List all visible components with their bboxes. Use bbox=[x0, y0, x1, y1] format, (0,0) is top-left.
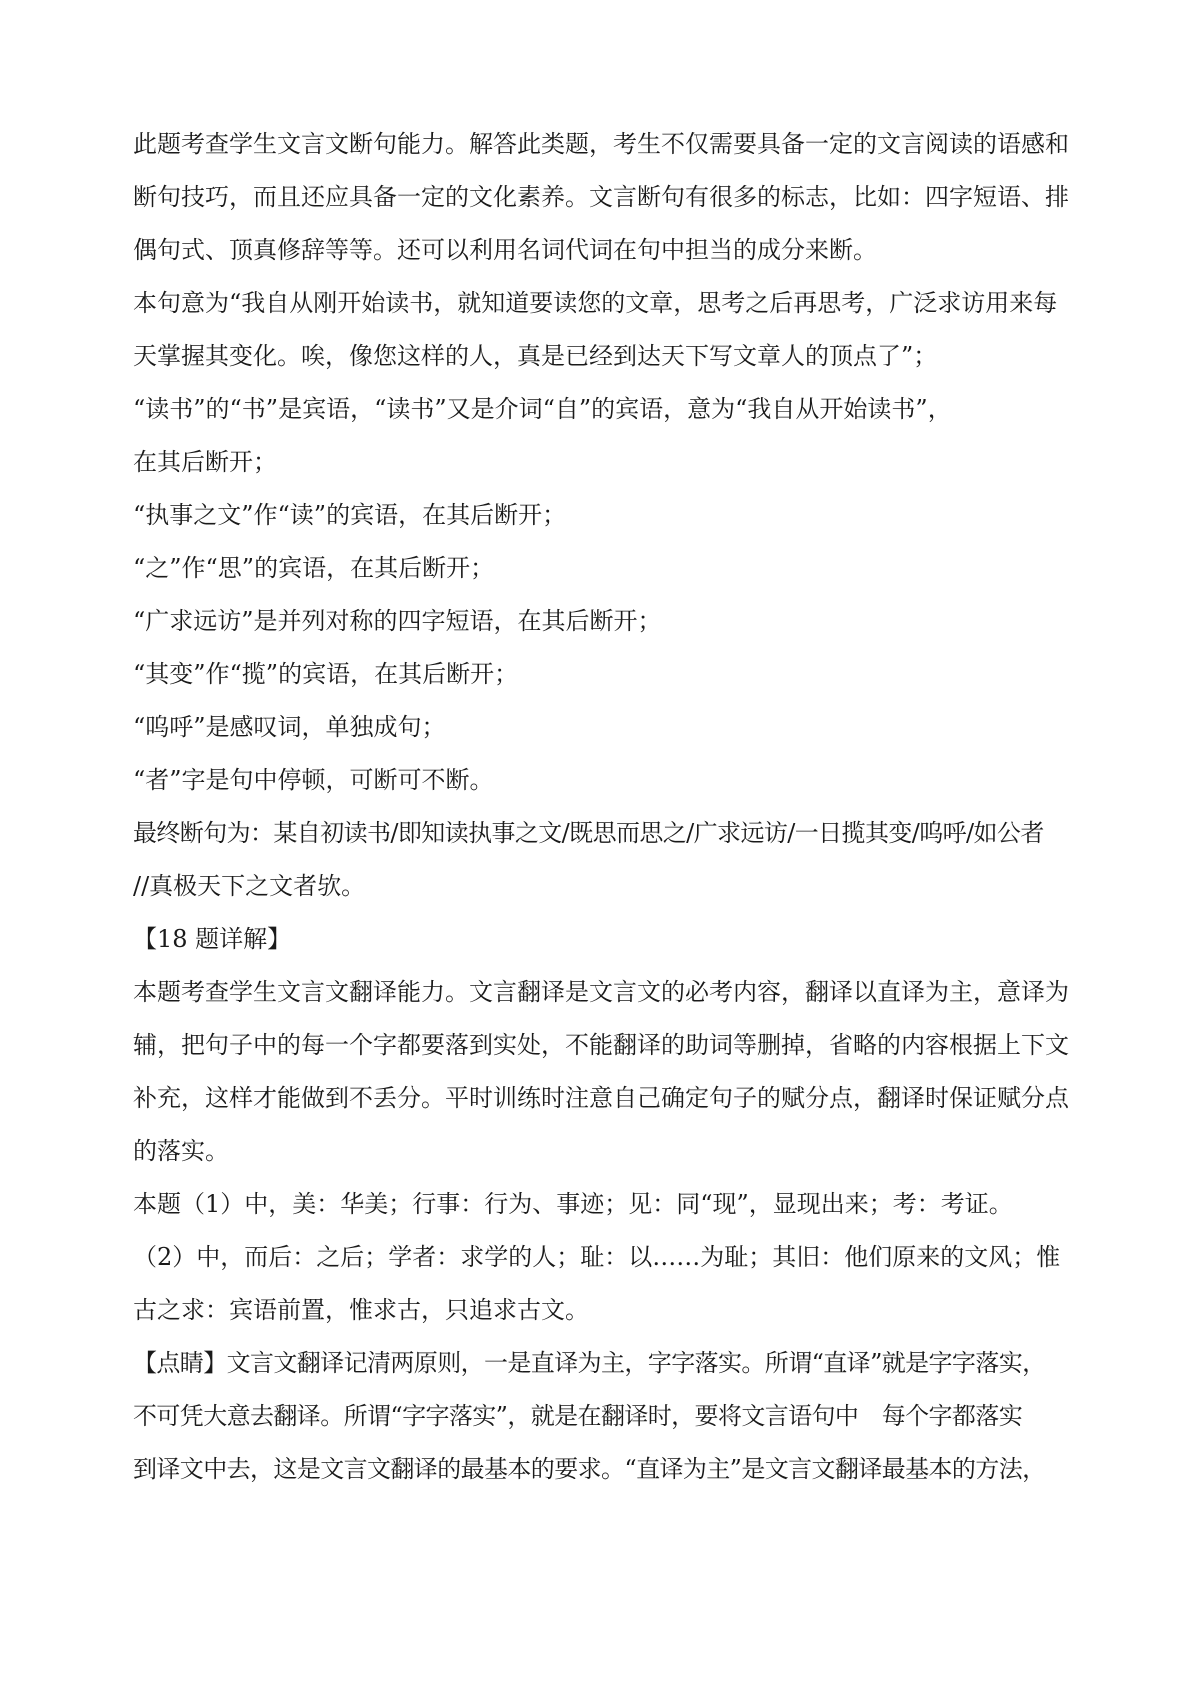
analysis18-q1: 本题（1）中，美：华美；行事：行为、事迹；见：同“现”，显现出来；考：考证。 bbox=[133, 1190, 1013, 1218]
analysis17-meaning-line-1: 本句意为“我自从刚开始读书，就知道要读您的文章，思考之后再思考，广泛求访用来每 bbox=[133, 289, 1058, 317]
analysis18-intro-line-2: 辅，把句子中的每一个字都要落到实处，不能翻译的助词等删掉，省略的内容根据上下文 bbox=[133, 1031, 1069, 1059]
analysis17-intro-line-2: 断句技巧，而且还应具备一定的文化素养。文言断句有很多的标志，比如：四字短语、排 bbox=[133, 183, 1069, 211]
tip-line-2: 不可凭大意去翻译。所谓“字字落实”，就是在翻译时，要将文言语句中 每个字都落实 bbox=[133, 1402, 1023, 1430]
analysis17-point-1-cont: 在其后断开； bbox=[133, 448, 277, 476]
tip-line-1: 【点睛】文言文翻译记清两原则，一是直译为主，字字落实。所谓“直译”就是字字落实， bbox=[133, 1349, 1046, 1377]
analysis18-intro-line-1: 本题考查学生文言文翻译能力。文言翻译是文言文的必考内容，翻译以直译为主，意译为 bbox=[133, 978, 1069, 1006]
analysis17-point-5: “其变”作“揽”的宾语，在其后断开； bbox=[133, 660, 519, 688]
analysis17-point-7: “者”字是句中停顿，可断可不断。 bbox=[133, 766, 494, 794]
analysis17-point-1: “读书”的“书”是宾语，“读书”又是介词“自”的宾语，意为“我自从开始读书”， bbox=[133, 395, 952, 423]
analysis18-q2-line-2: 古之求：宾语前置，惟求古，只追求古文。 bbox=[133, 1296, 589, 1324]
analysis17-point-3: “之”作“思”的宾语，在其后断开； bbox=[133, 554, 495, 582]
analysis18-q2-line-1: （2）中，而后：之后；学者：求学的人；耻：以……为耻；其旧：他们原来的文风；惟 bbox=[133, 1243, 1061, 1271]
analysis18-intro-line-4: 的落实。 bbox=[133, 1137, 229, 1165]
analysis17-point-4: “广求远访”是并列对称的四字短语，在其后断开； bbox=[133, 607, 662, 635]
analysis17-intro-line-3: 偶句式、顶真修辞等等。还可以利用名词代词在句中担当的成分来断。 bbox=[133, 236, 877, 264]
analysis17-intro-line-1: 此题考查学生文言文断句能力。解答此类题，考生不仅需要具备一定的文言阅读的语感和 bbox=[133, 130, 1069, 158]
tip-line-3: 到译文中去，这是文言文翻译的最基本的要求。“直译为主”是文言文翻译最基本的方法， bbox=[133, 1455, 1046, 1483]
analysis17-final-line-1: 最终断句为：某自初读书/即知读执事之文/既思而思之/广求远访/一日揽其变/呜呼/如公者 bbox=[133, 819, 1044, 847]
analysis18-intro-line-3: 补充，这样才能做到不丢分。平时训练时注意自己确定句子的赋分点，翻译时保证赋分点 bbox=[133, 1084, 1069, 1112]
analysis18-heading: 【18 题详解】 bbox=[133, 925, 292, 953]
analysis17-point-2: “执事之文”作“读”的宾语，在其后断开； bbox=[133, 501, 567, 529]
analysis17-final-line-2: //真极天下之文者欤。 bbox=[133, 872, 366, 900]
analysis17-meaning-line-2: 天掌握其变化。唉，像您这样的人，真是已经到达天下写文章人的顶点了”； bbox=[133, 342, 938, 370]
analysis17-point-6: “呜呼”是感叹词，单独成句； bbox=[133, 713, 446, 741]
